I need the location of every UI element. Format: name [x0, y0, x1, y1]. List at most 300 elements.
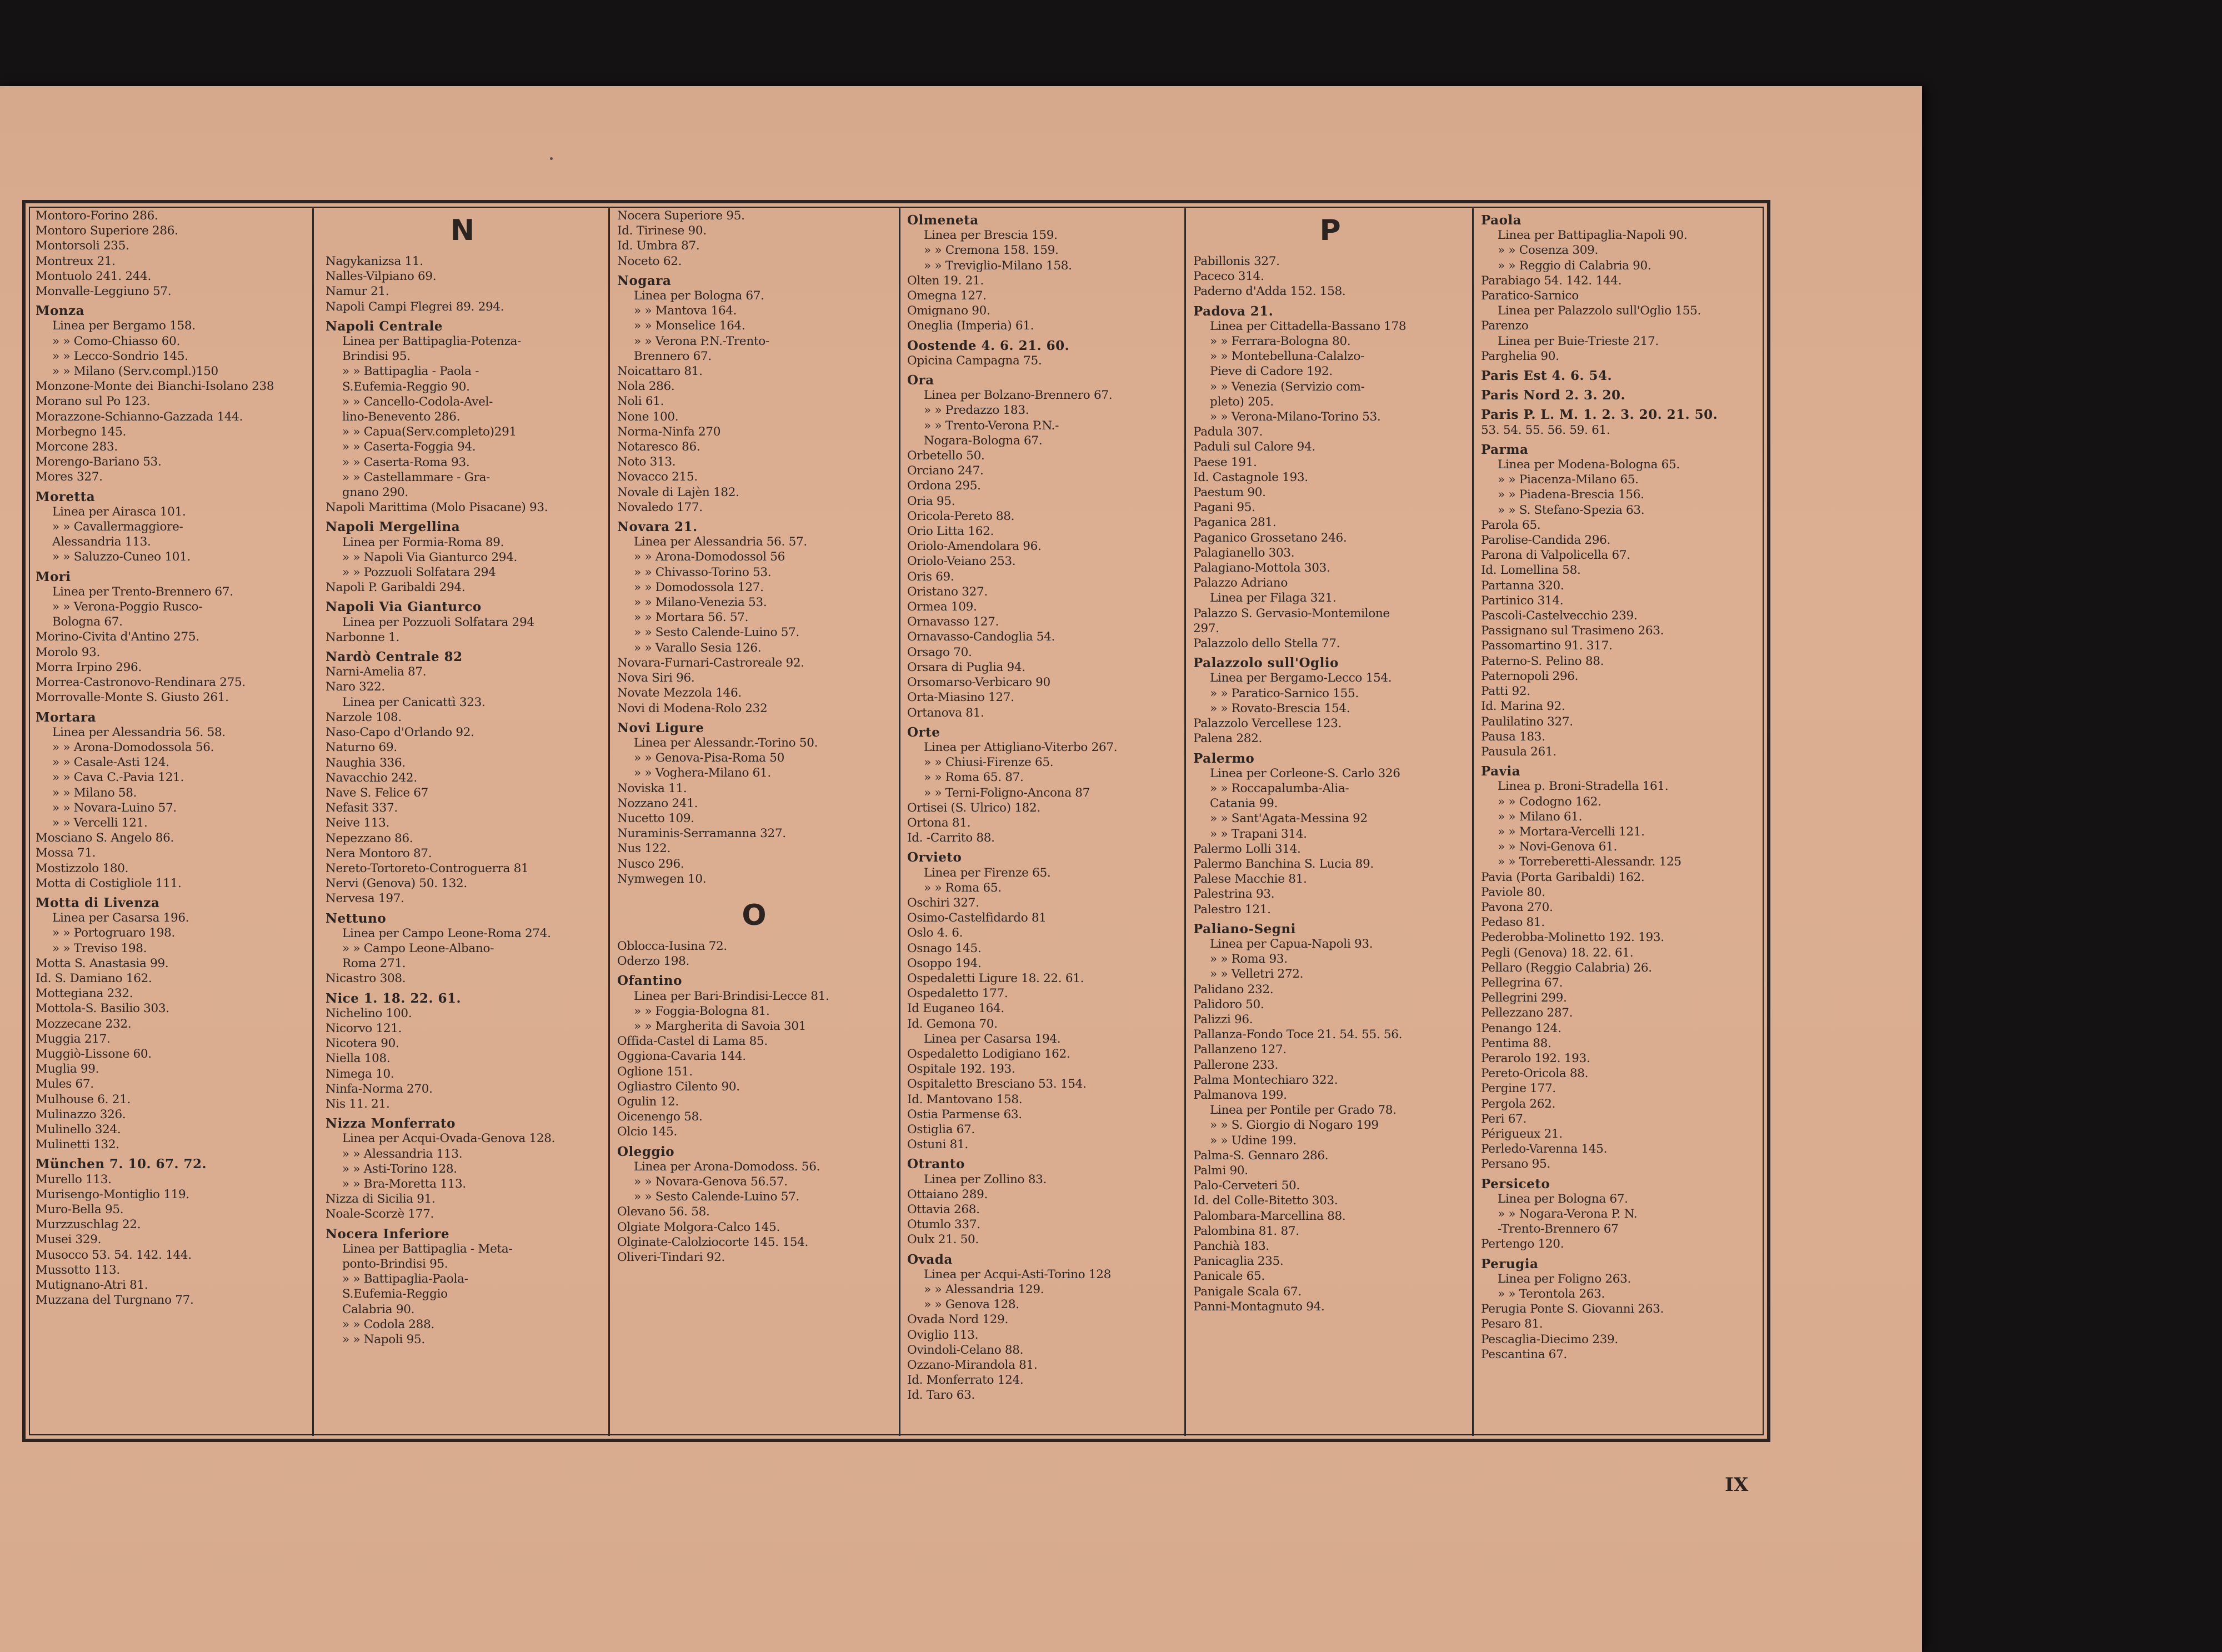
station-entry: Ostia Parmense 63. [907, 1107, 1022, 1122]
line-reference: » » Udine 199. [1210, 1133, 1297, 1148]
station-entry: Nefasit 337. [326, 801, 398, 815]
station-entry: Palma Montechiaro 322. [1193, 1073, 1338, 1087]
station-entry: Pallerone 233. [1193, 1058, 1279, 1072]
station-entry: Nicotera 90. [326, 1037, 399, 1051]
line-reference: Linea per Campo Leone-Roma 274. [342, 926, 551, 940]
line-reference: Bologna 67. [52, 615, 123, 629]
station-entry: Palmi 90. [1193, 1163, 1248, 1178]
station-entry: Opicina Campagna 75. [907, 353, 1042, 368]
station-entry: Montorsoli 235. [36, 239, 129, 253]
index-column-1 [32, 208, 313, 1436]
station-entry: Oglione 151. [617, 1064, 693, 1079]
station-heading: Persiceto [1481, 1176, 1550, 1192]
station-entry: Pausula 261. [1481, 744, 1557, 759]
line-reference: » » Napoli 95. [342, 1333, 425, 1347]
line-reference: » » Caserta-Roma 93. [342, 455, 470, 469]
station-entry: Palo-Cerveteri 50. [1193, 1179, 1300, 1193]
station-heading: München 7. 10. 67. 72. [36, 1157, 207, 1172]
station-entry: Palestro 121. [1193, 902, 1271, 917]
line-reference: » » Treviso 198. [52, 941, 147, 955]
station-entry: Mules 67. [36, 1077, 94, 1092]
line-reference: » » Lecco-Sondrio 145. [52, 349, 188, 363]
station-entry: Ospedaletti Ligure 18. 22. 61. [907, 971, 1084, 985]
station-entry: Paestum 90. [1193, 485, 1266, 500]
line-reference: Linea p. Broni-Stradella 161. [1498, 779, 1669, 794]
line-reference: Linea per Battipaglia-Potenza- [342, 334, 522, 349]
station-entry: Montreux 21. [36, 254, 116, 268]
station-entry: Norma-Ninfa 270 [617, 424, 721, 439]
station-entry: Mores 327. [36, 470, 103, 484]
line-reference: Linea per Bolzano-Brennero 67. [924, 388, 1113, 403]
station-heading: Paris P. L. M. 1. 2. 3. 20. 21. 50. [1481, 407, 1718, 423]
station-entry: Pereto-Oricola 88. [1481, 1067, 1589, 1081]
station-entry: Montuolo 241. 244. [36, 269, 152, 283]
station-entry: Nagykanizsa 11. [326, 254, 423, 268]
station-entry: None 100. [617, 409, 679, 424]
station-entry: Murello 113. [36, 1172, 112, 1187]
index-column-4 [904, 208, 1184, 1436]
station-entry: Ornavasso 127. [907, 615, 999, 629]
station-entry: Nizza di Sicilia 91. [326, 1192, 436, 1207]
line-reference: Linea per Foligno 263. [1498, 1271, 1632, 1286]
station-entry: Ortanova 81. [907, 705, 984, 720]
station-entry: Nepezzano 86. [326, 831, 413, 845]
station-entry: Id. Monferrato 124. [907, 1373, 1024, 1388]
station-entry: Napoli Campi Flegrei 89. 294. [326, 299, 504, 314]
station-entry: Nucetto 109. [617, 811, 694, 825]
station-entry: Osoppo 194. [907, 956, 982, 970]
station-entry: Naro 322. [326, 680, 385, 694]
station-entry: Partinico 314. [1481, 593, 1564, 608]
line-reference: » » Como-Chiasso 60. [52, 334, 180, 348]
station-entry: Penango 124. [1481, 1021, 1562, 1035]
station-entry: Palma-S. Gennaro 286. [1193, 1148, 1329, 1163]
station-entry: Paceco 314. [1193, 269, 1264, 284]
station-entry: Ogulin 12. [617, 1094, 679, 1109]
line-reference: » » Genova-Pisa-Roma 50 [634, 751, 784, 765]
station-entry: Padula 307. [1193, 425, 1263, 439]
station-entry: Montoro Superiore 286. [36, 224, 178, 238]
station-entry: Murisengo-Montiglio 119. [36, 1187, 189, 1202]
line-reference: Linea per Airasca 101. [52, 504, 186, 519]
station-heading: Nizza Monferrato [326, 1116, 456, 1132]
station-entry: Parolise-Candida 296. [1481, 533, 1611, 548]
line-reference: » » Casale-Asti 124. [52, 755, 169, 770]
station-entry: Palazzolo Vercellese 123. [1193, 717, 1342, 731]
line-reference: Linea per Firenze 65. [924, 865, 1051, 880]
station-entry: Mulinello 324. [36, 1122, 121, 1137]
line-reference: » » Novara-Luino 57. [52, 800, 177, 815]
line-reference: Roma 271. [342, 957, 406, 971]
station-entry: Oblocca-Iusina 72. [617, 939, 727, 953]
station-entry: Olten 19. 21. [907, 273, 984, 288]
station-entry: Id Euganeo 164. [907, 1002, 1004, 1016]
line-reference: Linea per Acqui-Asti-Torino 128 [924, 1267, 1111, 1281]
station-entry: 297. [1193, 621, 1219, 635]
line-reference: » » Novi-Genova 61. [1498, 840, 1618, 854]
station-entry: Orio Litta 162. [907, 524, 994, 539]
line-reference: Linea per Bergamo 158. [52, 319, 196, 333]
line-reference: » » Cancello-Codola-Avel- [342, 394, 493, 409]
station-entry: Oria 95. [907, 494, 955, 508]
station-entry: Parabiago 54. 142. 144. [1481, 273, 1622, 288]
station-entry: Notaresco 86. [617, 440, 700, 454]
station-entry: Pedaso 81. [1481, 915, 1545, 930]
station-heading: Moretta [36, 489, 96, 504]
station-entry: Oslo 4. 6. [907, 926, 963, 940]
station-entry: Orciano 247. [907, 464, 984, 478]
station-entry: Monvalle-Leggiuno 57. [36, 284, 172, 299]
station-entry: Pallanza-Fondo Toce 21. 54. 55. 56. [1193, 1028, 1403, 1042]
station-entry: Nozzano 241. [617, 796, 698, 810]
station-entry: Id. Gemona 70. [907, 1017, 998, 1031]
line-reference: Linea per Alessandr.-Torino 50. [634, 735, 818, 750]
station-entry: Muggiò-Lissone 60. [36, 1047, 152, 1061]
line-reference: » » Trapani 314. [1210, 827, 1307, 841]
station-entry: Palizzi 96. [1193, 1012, 1253, 1027]
station-entry: Nera Montoro 87. [326, 846, 432, 860]
line-reference: » » Nogara-Verona P. N. [1498, 1207, 1638, 1221]
station-entry: Novale di Lajèn 182. [617, 485, 739, 499]
station-entry: Paviole 80. [1481, 885, 1545, 899]
index-column-2 [322, 208, 603, 1436]
station-entry: Pergola 262. [1481, 1097, 1556, 1111]
station-entry: Oricola-Pereto 88. [907, 509, 1015, 523]
line-reference: » » Milano 61. [1498, 809, 1583, 824]
station-heading: Nice 1. 18. 22. 61. [326, 990, 461, 1006]
line-reference: Linea per Cittadella-Bassano 178 [1210, 319, 1407, 333]
station-heading: Oleggio [617, 1144, 675, 1159]
station-entry: Nymwegen 10. [617, 872, 707, 886]
line-reference: S.Eufemia-Reggio 90. [342, 379, 470, 394]
station-entry: Nervesa 197. [326, 892, 404, 906]
line-reference: » » Mortara 56. 57. [634, 610, 749, 625]
station-entry: Ovindoli-Celano 88. [907, 1343, 1024, 1357]
station-entry: Musocco 53. 54. 142. 144. [36, 1248, 192, 1262]
station-entry: Ospedaletto Lodigiano 162. [907, 1047, 1070, 1061]
line-reference: Pieve di Cadore 192. [1210, 364, 1333, 379]
station-entry: Peri 67. [1481, 1112, 1527, 1126]
station-entry: Novacco 215. [617, 470, 698, 484]
station-entry: Palestrina 93. [1193, 887, 1275, 902]
station-entry: Noli 61. [617, 394, 664, 409]
station-heading: Ora [907, 373, 934, 388]
station-entry: Naso-Capo d'Orlando 92. [326, 725, 474, 740]
station-entry: Naughia 336. [326, 755, 406, 770]
line-reference: » » Battipaglia-Paola- [342, 1272, 468, 1286]
station-entry: Id. del Colle-Bitetto 303. [1193, 1194, 1338, 1208]
line-reference: » » Foggia-Bologna 81. [634, 1004, 770, 1018]
line-reference: S.Eufemia-Reggio [342, 1287, 448, 1301]
line-reference: » » Rovato-Brescia 154. [1210, 701, 1350, 715]
station-entry: Parola 65. [1481, 518, 1541, 532]
station-entry: Mottegiana 232. [36, 987, 133, 1001]
station-heading: Novi Ligure [617, 720, 704, 735]
line-reference: ponto-Brindisi 95. [342, 1257, 448, 1271]
line-reference: » » Napoli Via Gianturco 294. [342, 550, 518, 564]
line-reference: Linea per Bergamo-Lecco 154. [1210, 671, 1392, 685]
station-entry: Morcone 283. [36, 440, 118, 454]
station-entry: Mottola-S. Basilio 303. [36, 1002, 169, 1016]
line-reference: » » Sesto Calende-Luino 57. [634, 1190, 800, 1204]
station-entry: Ospitaletto Bresciano 53. 154. [907, 1077, 1087, 1092]
line-reference: -Trento-Brennero 67 [1498, 1222, 1619, 1237]
station-entry: Morazzone-Schianno-Gazzada 144. [36, 409, 243, 424]
station-entry: Muglia 99. [36, 1062, 99, 1077]
index-column-3 [614, 208, 894, 1436]
station-entry: Pellezzano 287. [1481, 1006, 1573, 1020]
line-reference: » » Arona-Domodossola 56. [52, 740, 214, 754]
line-reference: Brindisi 95. [342, 349, 411, 364]
station-entry: Novaledo 177. [617, 500, 703, 514]
station-entry: Palombara-Marcellina 88. [1193, 1209, 1346, 1223]
line-reference: » » Bra-Moretta 113. [342, 1177, 466, 1191]
line-reference: » » Trento-Verona P.N.- [924, 418, 1059, 433]
line-reference: Linea per Alessandria 56. 57. [634, 535, 807, 549]
line-reference: » » Margherita di Savoia 301 [634, 1019, 807, 1033]
station-heading: Pavia [1481, 764, 1521, 779]
line-reference: » » Codogno 162. [1498, 794, 1602, 809]
line-reference: Linea per Casarsa 196. [52, 911, 189, 925]
line-reference: » » Ferrara-Bologna 80. [1210, 334, 1351, 349]
station-entry: Oliveri-Tindari 92. [617, 1250, 725, 1264]
station-entry: Muggia 217. [36, 1032, 111, 1046]
station-entry: Noicattaro 81. [617, 364, 703, 379]
station-entry: Noto 313. [617, 455, 676, 469]
station-entry: Osnago 145. [907, 941, 982, 955]
line-reference: Linea per Bari-Brindisi-Lecce 81. [634, 989, 829, 1003]
line-reference: » » Roccapalumba-Alia- [1210, 781, 1349, 795]
line-reference: Linea per Palazzolo sull'Oglio 155. [1498, 304, 1701, 318]
line-reference: Linea per Battipaglia - Meta- [342, 1241, 513, 1256]
station-entry: Napoli Marittima (Molo Pisacane) 93. [326, 500, 548, 515]
line-reference: » » Portogruaro 198. [52, 926, 176, 940]
station-entry: Nus 122. [617, 842, 670, 856]
station-entry: Passomartino 91. 317. [1481, 639, 1613, 653]
station-entry: Pascoli-Castelvecchio 239. [1481, 609, 1638, 623]
line-reference: » » Verona-Milano-Torino 53. [1210, 410, 1381, 424]
station-entry: Id. Marina 92. [1481, 699, 1565, 714]
station-entry: Oulx 21. 50. [907, 1233, 979, 1247]
column-rule [608, 208, 610, 1436]
line-reference: » » Milano 58. [52, 785, 137, 800]
station-entry: Id. Taro 63. [907, 1388, 975, 1403]
line-reference: » » Alessandria 113. [342, 1147, 463, 1161]
station-entry: Mosciano S. Angelo 86. [36, 831, 174, 845]
station-entry: Paganica 281. [1193, 515, 1277, 530]
station-entry: Palermo Banchina S. Lucia 89. [1193, 857, 1374, 871]
column-rule [899, 208, 900, 1436]
station-entry: Id. Castagnole 193. [1193, 470, 1308, 484]
column-rule [1472, 208, 1474, 1436]
station-heading: Nogara [617, 273, 672, 288]
line-reference: » » Caserta-Foggia 94. [342, 440, 476, 454]
station-entry: Oderzo 198. [617, 954, 690, 969]
line-reference: » » Genova 128. [924, 1298, 1019, 1312]
station-heading: Mori [36, 569, 71, 584]
station-entry: Perugia Ponte S. Giovanni 263. [1481, 1302, 1664, 1316]
station-entry: Persano 95. [1481, 1157, 1550, 1172]
line-reference: Linea per Bologna 67. [634, 289, 764, 303]
station-entry: Mossa 71. [36, 846, 96, 860]
station-entry: Ottavia 268. [907, 1203, 980, 1217]
station-entry: Morrovalle-Monte S. Giusto 261. [36, 690, 229, 705]
station-entry: Ordona 295. [907, 479, 981, 493]
station-entry: Oriolo-Veiano 253. [907, 554, 1016, 569]
station-entry: Musei 329. [36, 1233, 102, 1247]
station-entry: Perarolo 192. 193. [1481, 1051, 1590, 1065]
section-letter: N [450, 214, 475, 247]
line-reference: » » Verona P.N.-Trento- [634, 334, 769, 348]
station-entry: Motta S. Anastasia 99. [36, 956, 169, 970]
station-entry: Pegli (Genova) 18. 22. 61. [1481, 945, 1634, 960]
line-reference: » » Paratico-Sarnico 155. [1210, 686, 1359, 700]
station-entry: Offida-Castel di Lama 85. [617, 1034, 768, 1049]
station-entry: Orbetello 50. [907, 449, 985, 463]
station-entry: Ottaiano 289. [907, 1187, 988, 1202]
line-reference: » » Predazzo 183. [924, 403, 1029, 418]
station-entry: Oristano 327. [907, 584, 988, 599]
station-heading: Monza [36, 303, 84, 319]
line-reference: Linea per Arona-Domodoss. 56. [634, 1159, 820, 1174]
station-entry: Mostizzolo 180. [36, 861, 129, 875]
line-reference: Catania 99. [1210, 797, 1278, 811]
station-entry: Morrea-Castronovo-Rendinara 275. [36, 675, 246, 690]
line-reference: Linea per Zollino 83. [924, 1172, 1047, 1187]
line-reference: Linea per Trento-Brennero 67. [52, 584, 233, 599]
station-heading: Perugia [1481, 1256, 1539, 1271]
line-reference: » » Battipaglia - Paola - [342, 364, 479, 379]
station-entry: Orsara di Puglia 94. [907, 660, 1025, 674]
station-entry: Ogliastro Cilento 90. [617, 1079, 740, 1094]
station-entry: Nervi (Genova) 50. 132. [326, 877, 467, 891]
station-entry: Pallanzeno 127. [1193, 1043, 1287, 1057]
station-heading: Paris Est 4. 6. 54. [1481, 368, 1613, 384]
station-heading: Ofantino [617, 973, 682, 989]
station-entry: Ornavasso-Candoglia 54. [907, 630, 1055, 644]
line-reference: Linea per Formia-Roma 89. [342, 535, 504, 549]
station-heading: Napoli Mergellina [326, 519, 461, 535]
section-letter: P [1319, 214, 1341, 247]
station-heading: Padova 21. [1193, 303, 1274, 319]
line-reference: » » Terni-Foligno-Ancona 87 [924, 785, 1090, 800]
station-entry: Pederobba-Molinetto 192. 193. [1481, 930, 1664, 945]
station-entry: Mozzecane 232. [36, 1017, 132, 1031]
line-reference: » » Venezia (Servizio com- [1210, 379, 1365, 394]
station-entry: Nuraminis-Serramanna 327. [617, 827, 786, 841]
station-entry: Périgueux 21. [1481, 1127, 1563, 1141]
station-entry: Palese Macchie 81. [1193, 872, 1307, 887]
station-entry: Oicenengo 58. [617, 1110, 703, 1124]
station-entry: Palazzo S. Gervasio-Montemilone [1193, 606, 1390, 620]
line-reference: » » Piadena-Brescia 156. [1498, 488, 1644, 502]
line-reference: Linea per Filaga 321. [1210, 591, 1337, 605]
station-entry: Narbonne 1. [326, 630, 400, 644]
station-entry: Nusco 296. [617, 857, 684, 871]
station-entry: Monzone-Monte dei Bianchi-Isolano 238 [36, 379, 274, 394]
station-entry: Ostuni 81. [907, 1138, 968, 1152]
station-entry: Palena 282. [1193, 732, 1262, 746]
line-reference: » » S. Stefano-Spezia 63. [1498, 503, 1645, 517]
station-entry: Mutignano-Atri 81. [36, 1278, 148, 1293]
line-reference: » » Varallo Sesia 126. [634, 640, 762, 655]
station-entry: Morino-Civita d'Antino 275. [36, 630, 199, 644]
line-reference: » » S. Giorgio di Nogaro 199 [1210, 1118, 1379, 1133]
station-entry: Naturno 69. [326, 740, 397, 755]
station-entry: Panni-Montagnuto 94. [1193, 1299, 1325, 1314]
station-entry: Parghelia 90. [1481, 349, 1559, 363]
station-entry: Perledo-Varenna 145. [1481, 1142, 1608, 1157]
line-reference: » » Cava C.-Pavia 121. [52, 770, 184, 785]
station-entry: Morolo 93. [36, 645, 101, 659]
station-heading: Napoli Via Gianturco [326, 599, 482, 615]
station-entry: Oriolo-Amendolara 96. [907, 539, 1042, 554]
station-entry: Pellaro (Reggio Calabria) 26. [1481, 960, 1652, 975]
station-entry: Muro-Bella 95. [36, 1203, 124, 1217]
line-reference: » » Asti-Torino 128. [342, 1162, 457, 1176]
station-entry: Noceto 62. [617, 254, 682, 268]
line-reference: » » Campo Leone-Albano- [342, 941, 494, 955]
station-entry: Niella 108. [326, 1052, 391, 1066]
station-entry: Olginate-Calolziocorte 145. 154. [617, 1235, 808, 1249]
station-entry: Panigale Scala 67. [1193, 1284, 1302, 1299]
station-entry: Pavona 270. [1481, 900, 1553, 914]
station-entry: Pergine 177. [1481, 1082, 1556, 1096]
line-reference: Linea per Brescia 159. [924, 228, 1058, 243]
line-reference: » » Mantova 164. [634, 304, 737, 318]
station-entry: Pentima 88. [1481, 1036, 1552, 1050]
station-entry: Parenzo [1481, 319, 1529, 333]
line-reference: » » Domodossola 127. [634, 580, 764, 594]
station-entry: Id. Tirinese 90. [617, 224, 707, 238]
station-entry: Morengo-Bariano 53. [36, 455, 162, 469]
station-heading: Mortara [36, 709, 96, 725]
station-entry: Pescantina 67. [1481, 1347, 1567, 1361]
station-entry: Nimega 10. [326, 1067, 394, 1081]
station-heading: Parma [1481, 442, 1529, 457]
station-entry: Morra Irpino 296. [36, 660, 142, 674]
line-reference: » » Saluzzo-Cuneo 101. [52, 550, 191, 564]
line-reference: » » Pozzuoli Solfatara 294 [342, 565, 496, 580]
station-entry: Pesaro 81. [1481, 1317, 1543, 1331]
line-reference: » » Castellammare - Gra- [342, 470, 491, 484]
station-entry: Muzzana del Turgnano 77. [36, 1293, 194, 1308]
station-entry: Motta di Costigliole 111. [36, 876, 182, 890]
line-reference: » » Capua(Serv.completo)291 [342, 425, 517, 439]
line-reference: » » Sant'Agata-Messina 92 [1210, 812, 1368, 826]
station-entry: Palermo Lolli 314. [1193, 842, 1301, 856]
station-entry: Nocera Superiore 95. [617, 209, 745, 223]
station-entry: Montoro-Forino 286. [36, 209, 158, 223]
station-entry: Paterno-S. Pelino 88. [1481, 654, 1604, 668]
station-entry: Pellegrina 67. [1481, 975, 1563, 990]
line-reference: » » Vercelli 121. [52, 815, 148, 830]
station-entry: Nave S. Felice 67 [326, 785, 429, 800]
line-reference: Linea per Pontile per Grado 78. [1210, 1103, 1397, 1118]
station-entry: Orsago 70. [907, 645, 972, 659]
station-entry: Mulinazzo 326. [36, 1107, 126, 1122]
station-heading: Novara 21. [617, 519, 698, 535]
station-entry: Panicaglia 235. [1193, 1254, 1284, 1269]
station-entry: Omegna 127. [907, 289, 987, 303]
line-reference: » » Mortara-Vercelli 121. [1498, 824, 1645, 839]
station-entry: Paternopoli 296. [1481, 669, 1579, 683]
line-reference: Linea per Buie-Trieste 217. [1498, 334, 1659, 348]
line-reference: » » Roma 93. [1210, 952, 1288, 967]
station-entry: Id. Lomellina 58. [1481, 563, 1581, 578]
line-reference: » » Piacenza-Milano 65. [1498, 473, 1639, 487]
station-heading: Motta di Livenza [36, 895, 160, 910]
